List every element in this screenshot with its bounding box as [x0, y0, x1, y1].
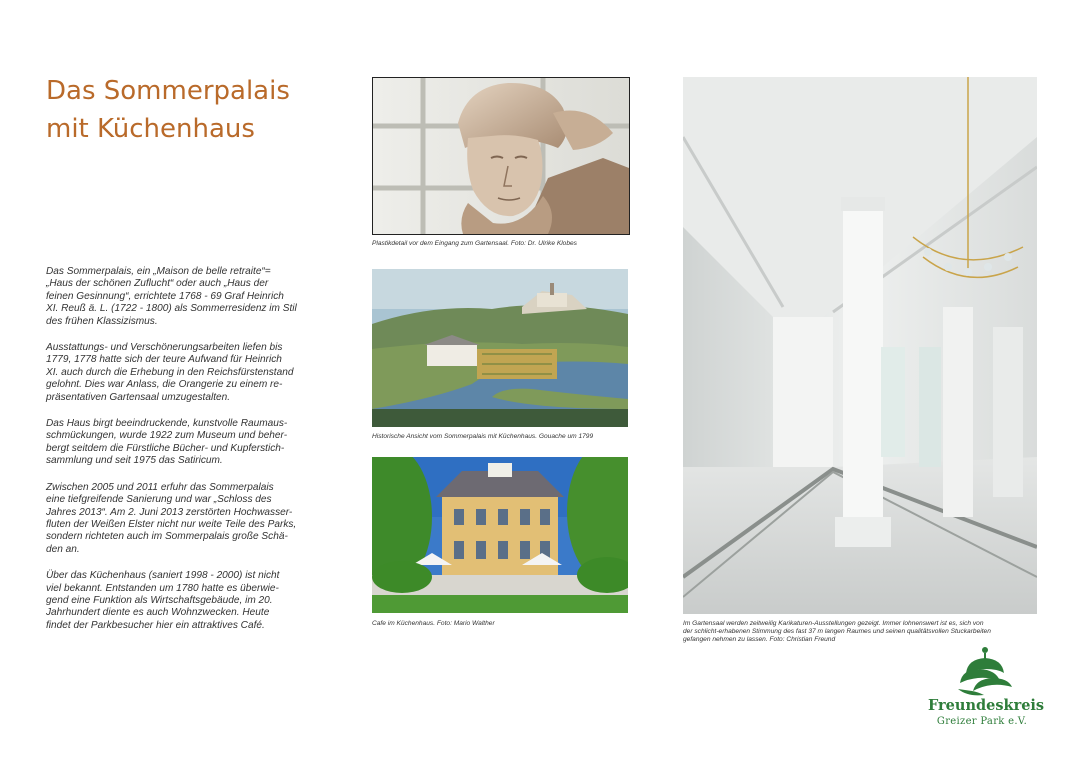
cafe-photo	[372, 457, 628, 613]
cafe-caption: Cafe im Küchenhaus. Foto: Mario Walther	[372, 620, 495, 627]
text-line: gelohnt. Dies war Anlass, die Orangerie zu einem re-	[46, 379, 283, 391]
paragraph	[46, 418, 314, 468]
page-title	[46, 72, 346, 148]
caption-line: Im Gartensaal werden zeitweilig Karikaturen-Ausstellungen gezeigt. Immer lohnenswert ist es, sich von	[683, 620, 984, 627]
caption-line: der schlicht-erhabenen Stimmung des fast 37 m langen Raumes und seinen qualitätsvollen Stuckarbeiten	[683, 628, 991, 636]
hall-caption	[683, 620, 991, 645]
text-line: des frühen Klassizismus.	[46, 315, 158, 327]
text-line: Jahrhundert diente es auch Wohnzwecken. Heute	[46, 607, 270, 619]
text-line: fluten der Weißen Elster nicht nur weite Teile des Parks,	[46, 518, 297, 530]
text-line: Über das Küchenhaus (saniert 1998 - 2000) ist nicht	[46, 570, 280, 582]
tree-emblem-icon	[928, 645, 1038, 700]
text-line: eine tiefgreifende Sanierung und war „Schloss des	[46, 494, 272, 506]
text-line: findet der Parkbesucher hier ein attraktives Café.	[46, 619, 265, 631]
text-line: Zwischen 2005 und 2011 erfuhr das Sommerpalais	[46, 481, 274, 493]
text-line: sammlung und seit 1975 das Satiricum.	[46, 455, 223, 467]
title-line-1: Das Sommerpalais	[46, 76, 290, 106]
title-line-2: mit Küchenhaus	[46, 114, 255, 144]
text-line: XI. auch durch die Erhebung in den Reichsfürstenstand	[46, 366, 294, 378]
text-line: gend eine Funktion als Wirtschaftsgebäude, im 20.	[46, 594, 273, 606]
text-line: Ausstattungs- und Verschönerungsarbeiten liefen bis	[46, 342, 283, 354]
logo-subtitle: Greizer Park e.V.	[936, 716, 1028, 727]
paragraph	[46, 342, 314, 404]
text-line: Jahres 2013“. Am 2. Juni 2013 zerstörten Hochwasser-	[46, 506, 293, 518]
text-line: den an.	[46, 543, 80, 555]
text-line: „Haus der schönen Zuflucht“ oder auch „Haus der	[46, 278, 269, 290]
text-line: bergt seitdem die Fürstliche Bücher- und Kupferstich-	[46, 442, 285, 454]
freundeskreis-logo	[928, 645, 1045, 735]
text-line: schmückungen, wurde 1922 zum Museum und beher-	[46, 430, 288, 442]
gouache-painting	[372, 269, 628, 427]
caption-line: gefangen nehmen zu lassen. Foto: Christian Freund	[683, 636, 836, 644]
text-line: Das Haus birgt beeindruckende, kunstvolle Raumaus-	[46, 418, 288, 430]
text-line: sondern richteten auch im Sommerpalais große Schä-	[46, 531, 288, 543]
paragraph	[46, 482, 314, 556]
paragraph	[46, 570, 314, 632]
text-line: feinen Gesinnung“, errichtete 1768 - 69 Graf Heinrich	[46, 290, 284, 302]
statue-photo	[372, 77, 630, 235]
gouache-caption: Historische Ansicht vom Sommerpalais mit Küchenhaus. Gouache um 1799	[372, 433, 594, 440]
text-line: präsentativen Gartensaal umzugestalten.	[46, 391, 231, 403]
body-text	[46, 266, 314, 646]
text-line: XI. Reuß ä. L. (1722 - 1800) als Sommerresidenz im Stil	[46, 303, 297, 315]
text-line: viel bekannt. Entstanden um 1780 hatte es überwie-	[46, 582, 279, 594]
text-line: Das Sommerpalais, ein „Maison de belle retraite“=	[46, 266, 271, 277]
garden-hall-photo	[683, 77, 1037, 614]
statue-caption: Plastikdetail vor dem Eingang zum Gartensaal. Foto: Dr. Ulrike Klobes	[372, 240, 577, 247]
text-line: 1779, 1778 hatte sich der teure Aufwand für Heinrich	[46, 354, 282, 366]
paragraph	[46, 266, 314, 328]
logo-name: Freundeskreis	[928, 697, 1045, 714]
